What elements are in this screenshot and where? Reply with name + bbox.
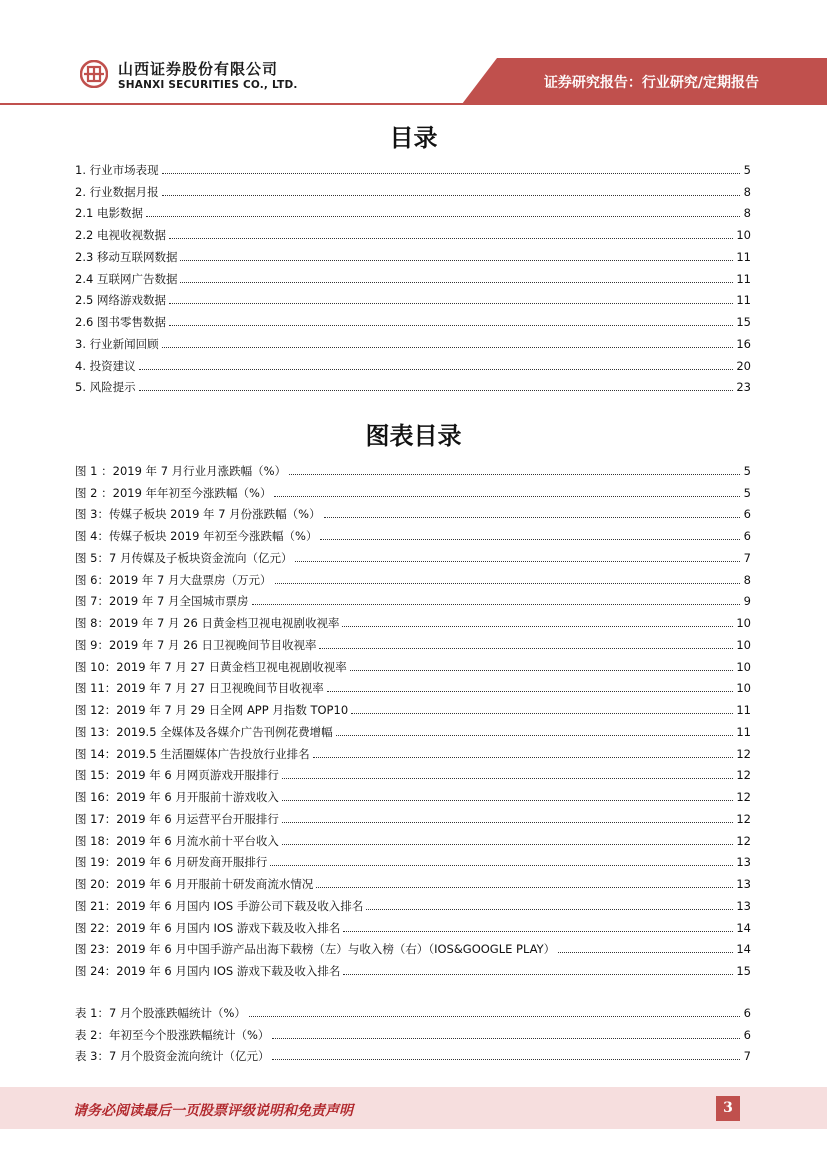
figure-entry-page: 9	[743, 594, 751, 609]
table-entry[interactable]	[75, 1042, 751, 1064]
table-entry[interactable]	[75, 1020, 751, 1042]
figure-entry-label: 图 2 ：2019 年年初至今涨跌幅（%）	[75, 485, 272, 500]
figure-entry[interactable]	[75, 630, 751, 652]
toc-entry-page: 8	[743, 206, 751, 221]
dot-leader	[343, 973, 733, 975]
dot-leader	[295, 560, 740, 562]
dot-leader	[272, 1037, 740, 1039]
figure-entry[interactable]	[75, 956, 751, 978]
toc-list	[75, 155, 751, 394]
page-number: 3	[716, 1096, 740, 1121]
figure-entry-label: 图 18：2019 年 6 月流水前十平台收入	[75, 833, 279, 848]
figure-entry[interactable]	[75, 761, 751, 783]
figure-entry-label: 图 6：2019 年 7 月大盘票房（万元）	[75, 572, 272, 587]
header-divider	[0, 103, 827, 105]
toc-entry-page: 10	[736, 228, 751, 242]
toc-entry[interactable]	[75, 177, 751, 199]
figure-entry[interactable]	[75, 804, 751, 826]
dot-leader	[558, 951, 733, 953]
table-entry-page: 6	[743, 1005, 751, 1020]
figure-entry-label: 图 17：2019 年 6 月运营平台开服排行	[75, 811, 279, 826]
toc-entry-label: 3. 行业新闻回顾	[75, 336, 159, 351]
dot-leader	[169, 324, 733, 326]
dot-leader	[169, 237, 733, 239]
toc-entry[interactable]	[75, 351, 751, 373]
dot-leader	[336, 734, 734, 736]
toc-entry-label: 2.4 互联网广告数据	[75, 271, 178, 286]
figure-entry-page: 10	[736, 616, 751, 630]
toc-entry-page: 11	[736, 271, 751, 286]
toc-entry[interactable]	[75, 220, 751, 242]
toc-entry-label: 2.2 电视收视数据	[75, 228, 166, 242]
toc-entry-page: 8	[743, 184, 751, 199]
toc-entry-label: 2. 行业数据月报	[75, 184, 159, 199]
company-logo	[80, 56, 320, 100]
toc-entry-page: 11	[736, 293, 751, 308]
table-entry-label: 表 2：年初至今个股涨跌幅统计（%）	[75, 1027, 270, 1042]
dot-leader	[146, 215, 740, 217]
figure-entry-label: 图 11：2019 年 7 月 27 日卫视晚间节目收视率	[75, 681, 324, 696]
figure-entry[interactable]	[75, 695, 751, 717]
toc-entry[interactable]	[75, 155, 751, 177]
figure-entry-page: 14	[736, 920, 751, 935]
figure-entry-label: 图 13：2019.5 全媒体及各媒介广告刊例花费增幅	[75, 724, 333, 739]
figure-entry-page: 12	[736, 790, 751, 804]
dot-leader	[139, 389, 734, 391]
dot-leader	[327, 690, 734, 692]
figure-entry-page: 12	[736, 833, 751, 848]
figure-entry-label: 图 23：2019 年 6 月中国手游产品出海下载榜（左）与收入榜（右）（IOS&GOOGLE PLAY）	[75, 942, 556, 957]
dot-leader	[274, 495, 740, 497]
figure-entry-page: 10	[736, 681, 751, 696]
figure-entry-page: 7	[743, 550, 751, 565]
table-entry-page: 6	[743, 1027, 751, 1042]
figure-entry[interactable]	[75, 674, 751, 696]
figure-entry-label: 图 9：2019 年 7 月 26 日卫视晚间节目收视率	[75, 637, 317, 652]
figure-entry[interactable]	[75, 652, 751, 674]
toc-entry-label: 2.1 电影数据	[75, 206, 143, 221]
figure-entry-page: 15	[736, 964, 751, 978]
toc-entry-page: 16	[736, 336, 751, 351]
figure-entry-page: 10	[736, 659, 751, 674]
figure-entry-page: 13	[736, 855, 751, 870]
figure-entry[interactable]	[75, 913, 751, 935]
figure-entry-page: 12	[736, 768, 751, 783]
figure-entry-label: 图 24：2019 年 6 月国内 IOS 游戏下载及收入排名	[75, 964, 341, 978]
figure-entry-page: 13	[736, 898, 751, 913]
figures-list	[75, 456, 751, 978]
dot-leader	[343, 930, 733, 932]
figure-entry-label: 图 20：2019 年 6 月开服前十研发商流水情况	[75, 877, 314, 891]
figure-entry-label: 图 12：2019 年 7 月 29 日全网 APP 月指数 TOP10	[75, 703, 349, 717]
toc-entry[interactable]	[75, 373, 751, 395]
toc-entry-label: 5. 风险提示	[75, 380, 136, 395]
dot-leader	[180, 259, 733, 261]
dot-leader	[351, 712, 733, 714]
figure-entry[interactable]	[75, 456, 751, 478]
dot-leader	[366, 908, 733, 910]
dot-leader	[249, 1015, 740, 1017]
figure-entry-page: 10	[736, 637, 751, 652]
figure-entry-label: 图 5：7 月传媒及子板块资金流向（亿元）	[75, 550, 293, 565]
figure-entry[interactable]	[75, 478, 751, 500]
page-header	[0, 0, 827, 104]
dot-leader	[282, 843, 734, 845]
figure-entry-label: 图 21：2019 年 6 月国内 IOS 手游公司下载及收入排名	[75, 898, 364, 913]
figure-entry[interactable]	[75, 500, 751, 522]
toc-entry-label: 4. 投资建议	[75, 358, 136, 373]
dot-leader	[282, 821, 734, 823]
figure-entry-page: 12	[736, 811, 751, 826]
figure-entry[interactable]	[75, 565, 751, 587]
dot-leader	[350, 669, 734, 671]
figure-entry[interactable]	[75, 782, 751, 804]
dot-leader	[139, 368, 734, 370]
toc-entry-label: 1. 行业市场表现	[75, 162, 159, 177]
figure-entry-label: 图 1 ：2019 年 7 月行业月涨跌幅（%）	[75, 463, 287, 478]
toc-entry-page: 20	[736, 358, 751, 373]
figure-entry-label: 图 10：2019 年 7 月 27 日黄金档卫视电视剧收视率	[75, 659, 347, 674]
dot-leader	[169, 302, 733, 304]
dot-leader	[252, 603, 740, 605]
toc-entry-label: 2.5 网络游戏数据	[75, 293, 166, 308]
figure-entry-page: 5	[743, 463, 751, 478]
figures-title: 图表目录	[365, 422, 462, 450]
dot-leader	[313, 756, 734, 758]
report-type: 证券研究报告：行业研究/定期报告	[543, 75, 759, 91]
figure-entry-label: 图 22：2019 年 6 月国内 IOS 游戏下载及收入排名	[75, 920, 341, 935]
toc-entry-page: 5	[743, 162, 751, 177]
figure-entry[interactable]	[75, 935, 751, 957]
figure-entry-page: 11	[736, 703, 751, 717]
figure-entry[interactable]	[75, 826, 751, 848]
toc-entry[interactable]	[75, 242, 751, 264]
logo-mark-icon	[80, 60, 108, 88]
table-entry-label: 表 3：7 月个股资金流向统计（亿元）	[75, 1049, 270, 1064]
figure-entry-label: 图 8：2019 年 7 月 26 日黄金档卫视电视剧收视率	[75, 616, 340, 630]
dot-leader	[270, 864, 733, 866]
dot-leader	[275, 582, 740, 584]
figure-entry[interactable]	[75, 521, 751, 543]
dot-leader	[282, 799, 734, 801]
figure-entry-label: 图 7：2019 年 7 月全国城市票房	[75, 594, 249, 609]
figure-entry-label: 图 15：2019 年 6 月网页游戏开服排行	[75, 768, 279, 783]
figure-entry-label: 图 3：传媒子板块 2019 年 7 月份涨跌幅（%）	[75, 507, 321, 522]
figure-entry-label: 图 14：2019.5 生活圈媒体广告投放行业排名	[75, 746, 310, 761]
figure-entry-page: 5	[743, 485, 751, 500]
dot-leader	[324, 516, 740, 518]
figure-entry-page: 6	[743, 529, 751, 543]
figure-entry-page: 6	[743, 507, 751, 522]
figure-entry[interactable]	[75, 543, 751, 565]
dot-leader	[162, 194, 740, 196]
toc-entry-page: 11	[736, 249, 751, 264]
figure-entry[interactable]	[75, 848, 751, 870]
toc-entry[interactable]	[75, 329, 751, 351]
figure-entry-page: 11	[736, 724, 751, 739]
toc-entry[interactable]	[75, 199, 751, 221]
toc-title: 目录	[389, 124, 438, 152]
toc-entry[interactable]	[75, 286, 751, 308]
toc-entry[interactable]	[75, 307, 751, 329]
dot-leader	[342, 625, 733, 627]
figure-entry[interactable]	[75, 891, 751, 913]
figure-entry-page: 13	[736, 877, 751, 891]
figure-entry[interactable]	[75, 869, 751, 891]
dot-leader	[320, 538, 740, 540]
table-entry[interactable]	[75, 998, 751, 1020]
dot-leader	[272, 1058, 740, 1060]
figure-entry-page: 14	[736, 942, 751, 957]
dot-leader	[282, 777, 734, 779]
tables-list	[75, 998, 751, 1063]
figure-entry[interactable]	[75, 717, 751, 739]
dot-leader	[289, 473, 740, 475]
toc-entry-page: 15	[736, 315, 751, 329]
figure-entry-label: 图 19：2019 年 6 月研发商开服排行	[75, 855, 268, 870]
dot-leader	[316, 886, 733, 888]
figure-entry[interactable]	[75, 739, 751, 761]
toc-entry-page: 23	[736, 380, 751, 395]
figure-entry[interactable]	[75, 587, 751, 609]
figure-entry-page: 8	[743, 572, 751, 587]
figure-entry-label: 图 16：2019 年 6 月开服前十游戏收入	[75, 790, 279, 804]
dot-leader	[162, 346, 734, 348]
dot-leader	[319, 647, 733, 649]
table-entry-page: 7	[743, 1049, 751, 1064]
company-name-en: SHANXI SECURITIES CO., LTD.	[118, 79, 298, 91]
toc-entry[interactable]	[75, 264, 751, 286]
figure-entry-page: 12	[736, 746, 751, 761]
company-name-cn: 山西证券股份有限公司	[118, 60, 279, 78]
figure-entry[interactable]	[75, 608, 751, 630]
dot-leader	[162, 172, 740, 174]
figure-entry-label: 图 4：传媒子板块 2019 年初至今涨跌幅（%）	[75, 529, 318, 543]
table-entry-label: 表 1：7 月个股涨跌幅统计（%）	[75, 1005, 246, 1020]
dot-leader	[180, 281, 733, 283]
toc-entry-label: 2.3 移动互联网数据	[75, 249, 178, 264]
footer-disclaimer: 请务必阅读最后一页股票评级说明和免责声明	[73, 1103, 353, 1119]
toc-entry-label: 2.6 图书零售数据	[75, 315, 166, 329]
